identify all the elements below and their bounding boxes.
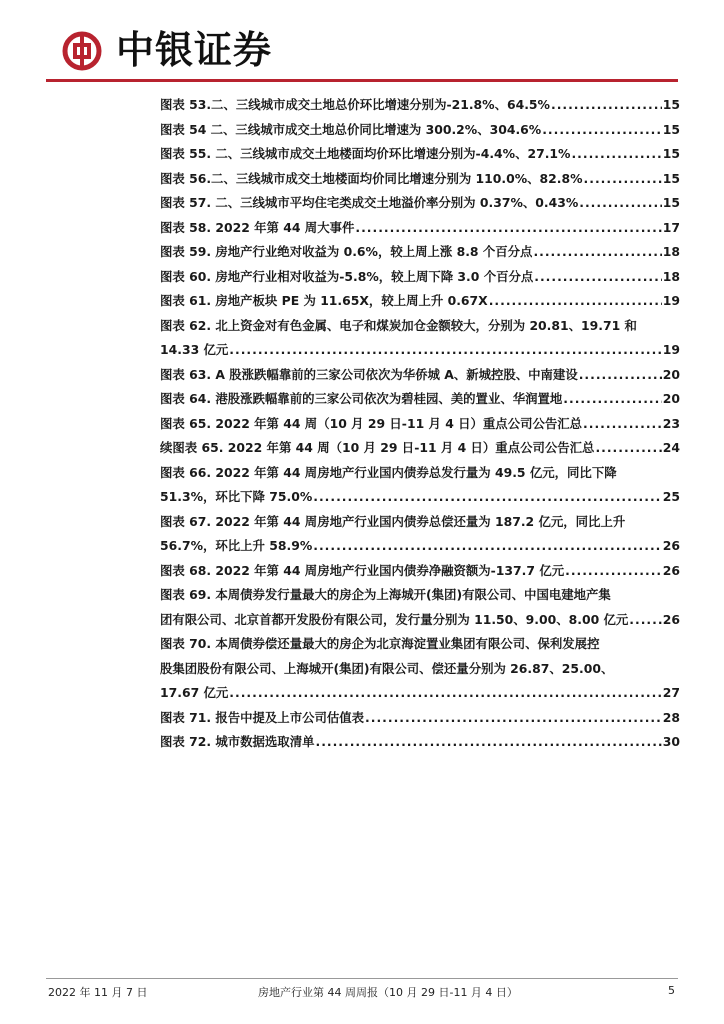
footer-report-title: 房地产行业第 44 周周报（10 月 29 日-11 月 4 日）: [258, 986, 518, 999]
toc-entry-text: 51.3%，环比下降 75.0%: [160, 489, 313, 504]
toc-entry-text: 图表 62. 北上资金对有色金属、电子和煤炭加仓金额较大，分别为 20.81、19.71 和: [160, 317, 637, 333]
toc-page-number: 24: [662, 440, 680, 455]
dot-leader: [229, 681, 661, 706]
toc-page-number: 20: [662, 391, 680, 406]
dot-leader: [579, 363, 662, 388]
toc-entry-text: 股集团股份有限公司、上海城开(集团)有限公司、偿还量分别为 26.87、25.00、: [160, 660, 614, 676]
toc-entry-text: 图表 61. 房地产板块 PE 为 11.65X，较上周上升 0.67X: [160, 293, 488, 308]
toc-entry-text: 续图表 65. 2022 年第 44 周（10 月 29 日-11 月 4 日）重点公司公告汇总: [160, 440, 595, 455]
toc-entry-text: 图表 71. 报告中提及上市公司估值表: [160, 709, 365, 725]
header-divider: [46, 79, 678, 82]
toc-entry-text: 17.67 亿元: [160, 685, 229, 700]
footer-page-number: 5: [668, 984, 675, 997]
dot-leader: [355, 216, 661, 241]
toc-page-number: 17: [662, 219, 680, 235]
dot-leader: [534, 265, 661, 290]
toc-entry-text: 56.7%，环比上升 58.9%: [160, 538, 313, 553]
toc-entry-text: 图表 60. 房地产行业相对收益为-5.8%，较上周下降 3.0 个百分点: [160, 268, 534, 284]
toc-entry-text: 图表 63. A 股涨跌幅靠前的三家公司依次为华侨城 A、新城控股、中南建设: [160, 366, 578, 382]
toc-entry[interactable]: [160, 510, 680, 559]
dot-leader: [595, 436, 661, 461]
toc-entry-text: 图表 53.二、三线城市成交土地总价环比增速分别为-21.8%、64.5%: [160, 97, 550, 112]
toc-page-number: 23: [662, 415, 680, 431]
toc-entry[interactable]: [160, 289, 680, 314]
toc-page-number: 20: [662, 366, 680, 382]
dot-leader: [489, 289, 662, 314]
toc-entry[interactable]: [160, 632, 680, 706]
toc-entry[interactable]: [160, 412, 680, 437]
dot-leader: [579, 191, 662, 216]
toc-entry-text: 图表 64. 港股涨跌幅靠前的三家公司依次为碧桂园、美的置业、华润置地: [160, 391, 563, 406]
toc-page-number: 15: [662, 146, 680, 161]
toc-entry-text: 图表 55. 二、三线城市成交土地楼面均价环比增速分别为-4.4%、27.1%: [160, 146, 571, 161]
toc-entry[interactable]: [160, 436, 680, 461]
toc-entry[interactable]: [160, 583, 680, 632]
dot-leader: [571, 142, 661, 167]
toc-entry-text: 图表 59. 房地产行业绝对收益为 0.6%，较上周上涨 8.8 个百分点: [160, 244, 533, 259]
toc-page-number: 26: [662, 538, 680, 553]
dot-leader: [313, 534, 662, 559]
toc-page-number: 15: [662, 170, 680, 186]
toc-entry-text: 图表 56.二、三线城市成交土地楼面均价同比增速分别为 110.0%、82.8%: [160, 170, 583, 186]
toc-entry-text: 图表 58. 2022 年第 44 周大事件: [160, 219, 355, 235]
toc-page-number: 18: [662, 268, 680, 284]
toc-entry-text: 图表 69. 本周债券发行量最大的房企为上海城开(集团)有限公司、中国电建地产集: [160, 587, 611, 602]
toc-entry[interactable]: [160, 706, 680, 731]
toc-entry-text: 14.33 亿元: [160, 342, 229, 357]
toc-entry-text: 图表 54 二、三线城市成交土地总价同比增速为 300.2%、304.6%: [160, 121, 542, 137]
toc-entry[interactable]: [160, 167, 680, 192]
toc-entry[interactable]: [160, 461, 680, 510]
toc-page-number: 19: [662, 293, 680, 308]
toc-entry-text: 图表 67. 2022 年第 44 周房地产行业国内债券总偿还量为 187.2 亿元，同比上升: [160, 513, 626, 529]
dot-leader: [565, 559, 662, 584]
toc-entry-text: 图表 68. 2022 年第 44 周房地产行业国内债券净融资额为-137.7 亿元: [160, 562, 565, 578]
dot-leader: [629, 608, 661, 633]
toc-page-number: 26: [662, 562, 680, 578]
brand-name: 中银证券: [116, 27, 273, 72]
dot-leader: [313, 485, 662, 510]
toc-page-number: 19: [662, 342, 680, 357]
dot-leader: [315, 730, 661, 755]
toc-entry[interactable]: [160, 216, 680, 241]
toc-entry-text: 图表 72. 城市数据选取清单: [160, 734, 315, 749]
dot-leader: [563, 387, 661, 412]
toc-entry[interactable]: [160, 559, 680, 584]
toc-page-number: 15: [662, 121, 680, 137]
toc-page-number: 18: [662, 244, 680, 259]
toc-entry-text: 图表 57. 二、三线城市平均住宅类成交土地溢价率分别为 0.37%、0.43%: [160, 195, 579, 210]
toc-page-number: 30: [662, 734, 680, 749]
toc-entry[interactable]: [160, 191, 680, 216]
toc-entry-text: 图表 65. 2022 年第 44 周（10 月 29 日-11 月 4 日）重点公司公告汇总: [160, 415, 583, 431]
dot-leader: [365, 706, 662, 731]
dot-leader: [584, 167, 662, 192]
dot-leader: [229, 338, 661, 363]
table-of-figures: [160, 93, 680, 755]
toc-entry[interactable]: [160, 730, 680, 755]
toc-entry[interactable]: [160, 118, 680, 143]
toc-entry[interactable]: [160, 387, 680, 412]
dot-leader: [542, 118, 662, 143]
toc-page-number: 28: [662, 709, 680, 725]
bank-of-china-logo-icon: [62, 31, 102, 71]
footer-divider: [46, 978, 678, 979]
toc-page-number: 27: [662, 685, 680, 700]
toc-entry-text: 团有限公司、北京首都开发股份有限公司，发行量分别为 11.50、9.00、8.00 亿元: [160, 611, 629, 627]
toc-entry-text: 图表 70. 本周债券偿还量最大的房企为北京海淀置业集团有限公司、保利发展控: [160, 636, 600, 651]
toc-page-number: 26: [662, 611, 680, 627]
dot-leader: [533, 240, 661, 265]
dot-leader: [583, 412, 662, 437]
toc-entry[interactable]: [160, 314, 680, 363]
toc-page-number: 15: [662, 97, 680, 112]
toc-entry-text: 图表 66. 2022 年第 44 周房地产行业国内债券总发行量为 49.5 亿元，同比下降: [160, 464, 617, 480]
toc-entry[interactable]: [160, 363, 680, 388]
footer-date: 2022 年 11 月 7 日: [48, 986, 148, 999]
dot-leader: [551, 93, 662, 118]
page-header: [0, 0, 724, 84]
toc-entry[interactable]: [160, 142, 680, 167]
toc-page-number: 15: [662, 195, 680, 210]
toc-entry[interactable]: [160, 240, 680, 265]
toc-entry[interactable]: [160, 93, 680, 118]
toc-page-number: 25: [662, 489, 680, 504]
toc-entry[interactable]: [160, 265, 680, 290]
